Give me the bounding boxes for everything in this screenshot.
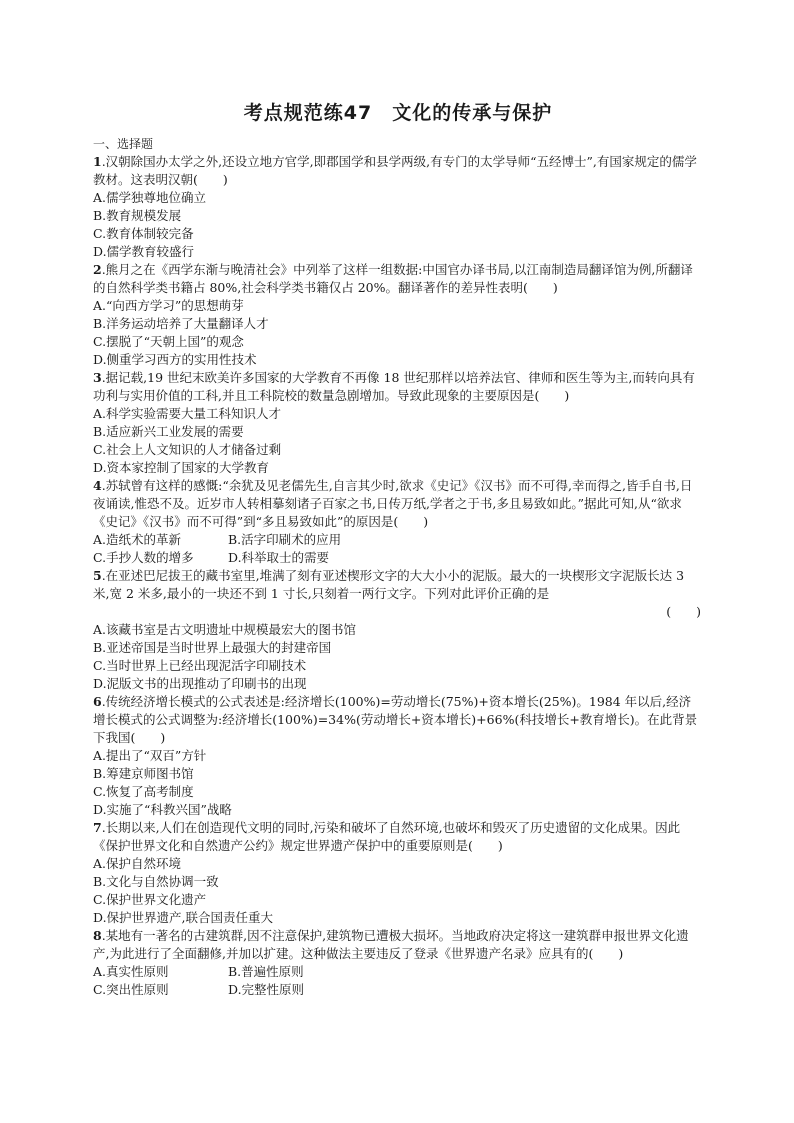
question-text: .熊月之在《西学东渐与晚清社会》中列举了这样一组数据:中国官办译书局,以江南制造局翻译馆为例,所翻译的自然科学类书籍占 80%,社会科学类书籍仅占 20%。翻译著作的差异性表明( ) xyxy=(93,262,693,295)
question-number: 7 xyxy=(93,820,102,835)
option-c: C.摆脱了“天朝上国”的观念 xyxy=(93,334,244,349)
question-stem xyxy=(93,153,703,189)
question-stem xyxy=(93,567,703,603)
question-text: .汉朝除国办太学之外,还设立地方官学,即郡国学和县学两级,有专门的太学导师“五经博士”,有国家规定的儒学教材。这表明汉朝( ) xyxy=(93,154,697,187)
option-a: A.造纸术的革新 xyxy=(93,532,182,547)
option-c: C.手抄人数的增多 xyxy=(93,550,194,565)
option-a: A.提出了“双百”方针 xyxy=(93,748,207,763)
question-3 xyxy=(93,369,703,477)
question-5 xyxy=(93,567,703,693)
option-a: A.保护自然环境 xyxy=(93,856,182,871)
question-text: .某地有一著名的古建筑群,因不注意保护,建筑物已遭极大损坏。当地政府决定将这一建筑群申报世界文化遗产,为此进行了全面翻修,并加以扩建。这种做法主要违反了登录《世界遗产名录》应具有的( ) xyxy=(93,928,689,961)
option-a: A.真实性原则 xyxy=(93,964,169,979)
option-b: B.教育规模发展 xyxy=(93,208,182,223)
option-c: C.社会上人文知识的人才储备过剩 xyxy=(93,442,282,457)
question-text: .传统经济增长模式的公式表述是:经济增长(100%)=劳动增长(75%)+资本增长(25%)。1984 年以后,经济增长模式的公式调整为:经济增长(100%)=34%(劳动增长+资本增长)+66%(科技增长+教育增长)。在此背景下我国( ) xyxy=(93,694,698,745)
question-number: 5 xyxy=(93,568,102,583)
question-stem xyxy=(93,477,703,531)
question-number: 3 xyxy=(93,370,102,385)
option-row xyxy=(93,981,703,999)
question-text: .据记载,19 世纪末欧美许多国家的大学教育不再像 18 世纪那样以培养法官、律师和医生等为主,而转向具有功利与实用价值的工科,并且工科院校的数量急剧增加。导致此现象的主要原因是( ) xyxy=(93,370,695,403)
option-d: D.保护世界遗产,联合国责任重大 xyxy=(93,910,274,925)
option-d: D.实施了“科教兴国”战略 xyxy=(93,802,232,817)
question-number: 4 xyxy=(93,478,102,493)
option-c: C.突出性原则 xyxy=(93,982,169,997)
option-row xyxy=(93,549,703,567)
question-7 xyxy=(93,819,703,927)
question-text: .在亚述巴尼拔王的藏书室里,堆满了刻有亚述楔形文字的大大小小的泥版。最大的一块楔形文字泥版长达 3 米,宽 2 米多,最小的一块还不到 1 寸长,只刻着一两行文字。下列对此评价正确的是 xyxy=(93,568,685,601)
question-stem xyxy=(93,927,703,963)
page-title: 考点规范练47 文化的传承与保护 xyxy=(243,102,553,124)
question-number: 1 xyxy=(93,154,102,169)
question-stem xyxy=(93,819,703,855)
question-stem xyxy=(93,369,703,405)
question-1 xyxy=(93,153,703,261)
option-d: D.侧重学习西方的实用性技术 xyxy=(93,352,257,367)
option-d: D.儒学教育较盛行 xyxy=(93,244,195,259)
option-d: D.科举取士的需要 xyxy=(228,550,330,565)
question-number: 6 xyxy=(93,694,102,709)
question-number: 8 xyxy=(93,928,102,943)
option-b: B.普遍性原则 xyxy=(228,964,304,979)
option-b: B.筹建京师图书馆 xyxy=(93,766,194,781)
option-a: A.“向西方学习”的思想萌芽 xyxy=(93,298,244,313)
document-page xyxy=(93,98,703,999)
option-b: B.亚述帝国是当时世界上最强大的封建帝国 xyxy=(93,640,332,655)
option-c: C.保护世界文化遗产 xyxy=(93,892,207,907)
option-a: A.儒学独尊地位确立 xyxy=(93,190,207,205)
question-stem xyxy=(93,693,703,747)
option-c: C.恢复了高考制度 xyxy=(93,784,194,799)
option-c: C.当时世界上已经出现泥活字印刷技术 xyxy=(93,658,307,673)
option-row xyxy=(93,963,703,981)
option-d: D.资本家控制了国家的大学教育 xyxy=(93,460,270,475)
option-a: A.科学实验需要大量工科知识人才 xyxy=(93,406,282,421)
option-c: C.教育体制较完备 xyxy=(93,226,194,241)
option-b: B.活字印刷术的应用 xyxy=(228,532,342,547)
question-stem xyxy=(93,261,703,297)
option-b: B.洋务运动培养了大量翻译人才 xyxy=(93,316,269,331)
option-b: B.适应新兴工业发展的需要 xyxy=(93,424,244,439)
question-2 xyxy=(93,261,703,369)
option-d: D.泥版文书的出现推动了印刷书的出现 xyxy=(93,676,307,691)
option-a: A.该藏书室是古文明遗址中规模最宏大的图书馆 xyxy=(93,622,357,637)
question-text: .长期以来,人们在创造现代文明的同时,污染和破坏了自然环境,也破坏和毁灭了历史遗留的文化成果。因此《保护世界文化和自然遗产公约》规定世界遗产保护中的重要原则是( ) xyxy=(93,820,681,853)
section-heading: 一、选择题 xyxy=(93,137,154,151)
answer-blank: ( ) xyxy=(666,604,701,619)
question-text: .苏轼曾有这样的感慨:“余犹及见老儒先生,自言其少时,欲求《史记》《汉书》而不可得,幸而得之,皆手自书,日夜诵读,惟恐不及。近岁市人转相摹刻诸子百家之书,日传万纸,学者之于书,多且易致如此。”据此可知,从“欲求《史记》《汉书》而不可得”到“多且易致如此”的原因是( ) xyxy=(93,478,693,529)
question-8 xyxy=(93,927,703,999)
question-number: 2 xyxy=(93,262,102,277)
option-b: B.文化与自然协调一致 xyxy=(93,874,219,889)
option-d: D.完整性原则 xyxy=(228,982,305,997)
question-4 xyxy=(93,477,703,567)
question-6 xyxy=(93,693,703,819)
option-row xyxy=(93,531,703,549)
